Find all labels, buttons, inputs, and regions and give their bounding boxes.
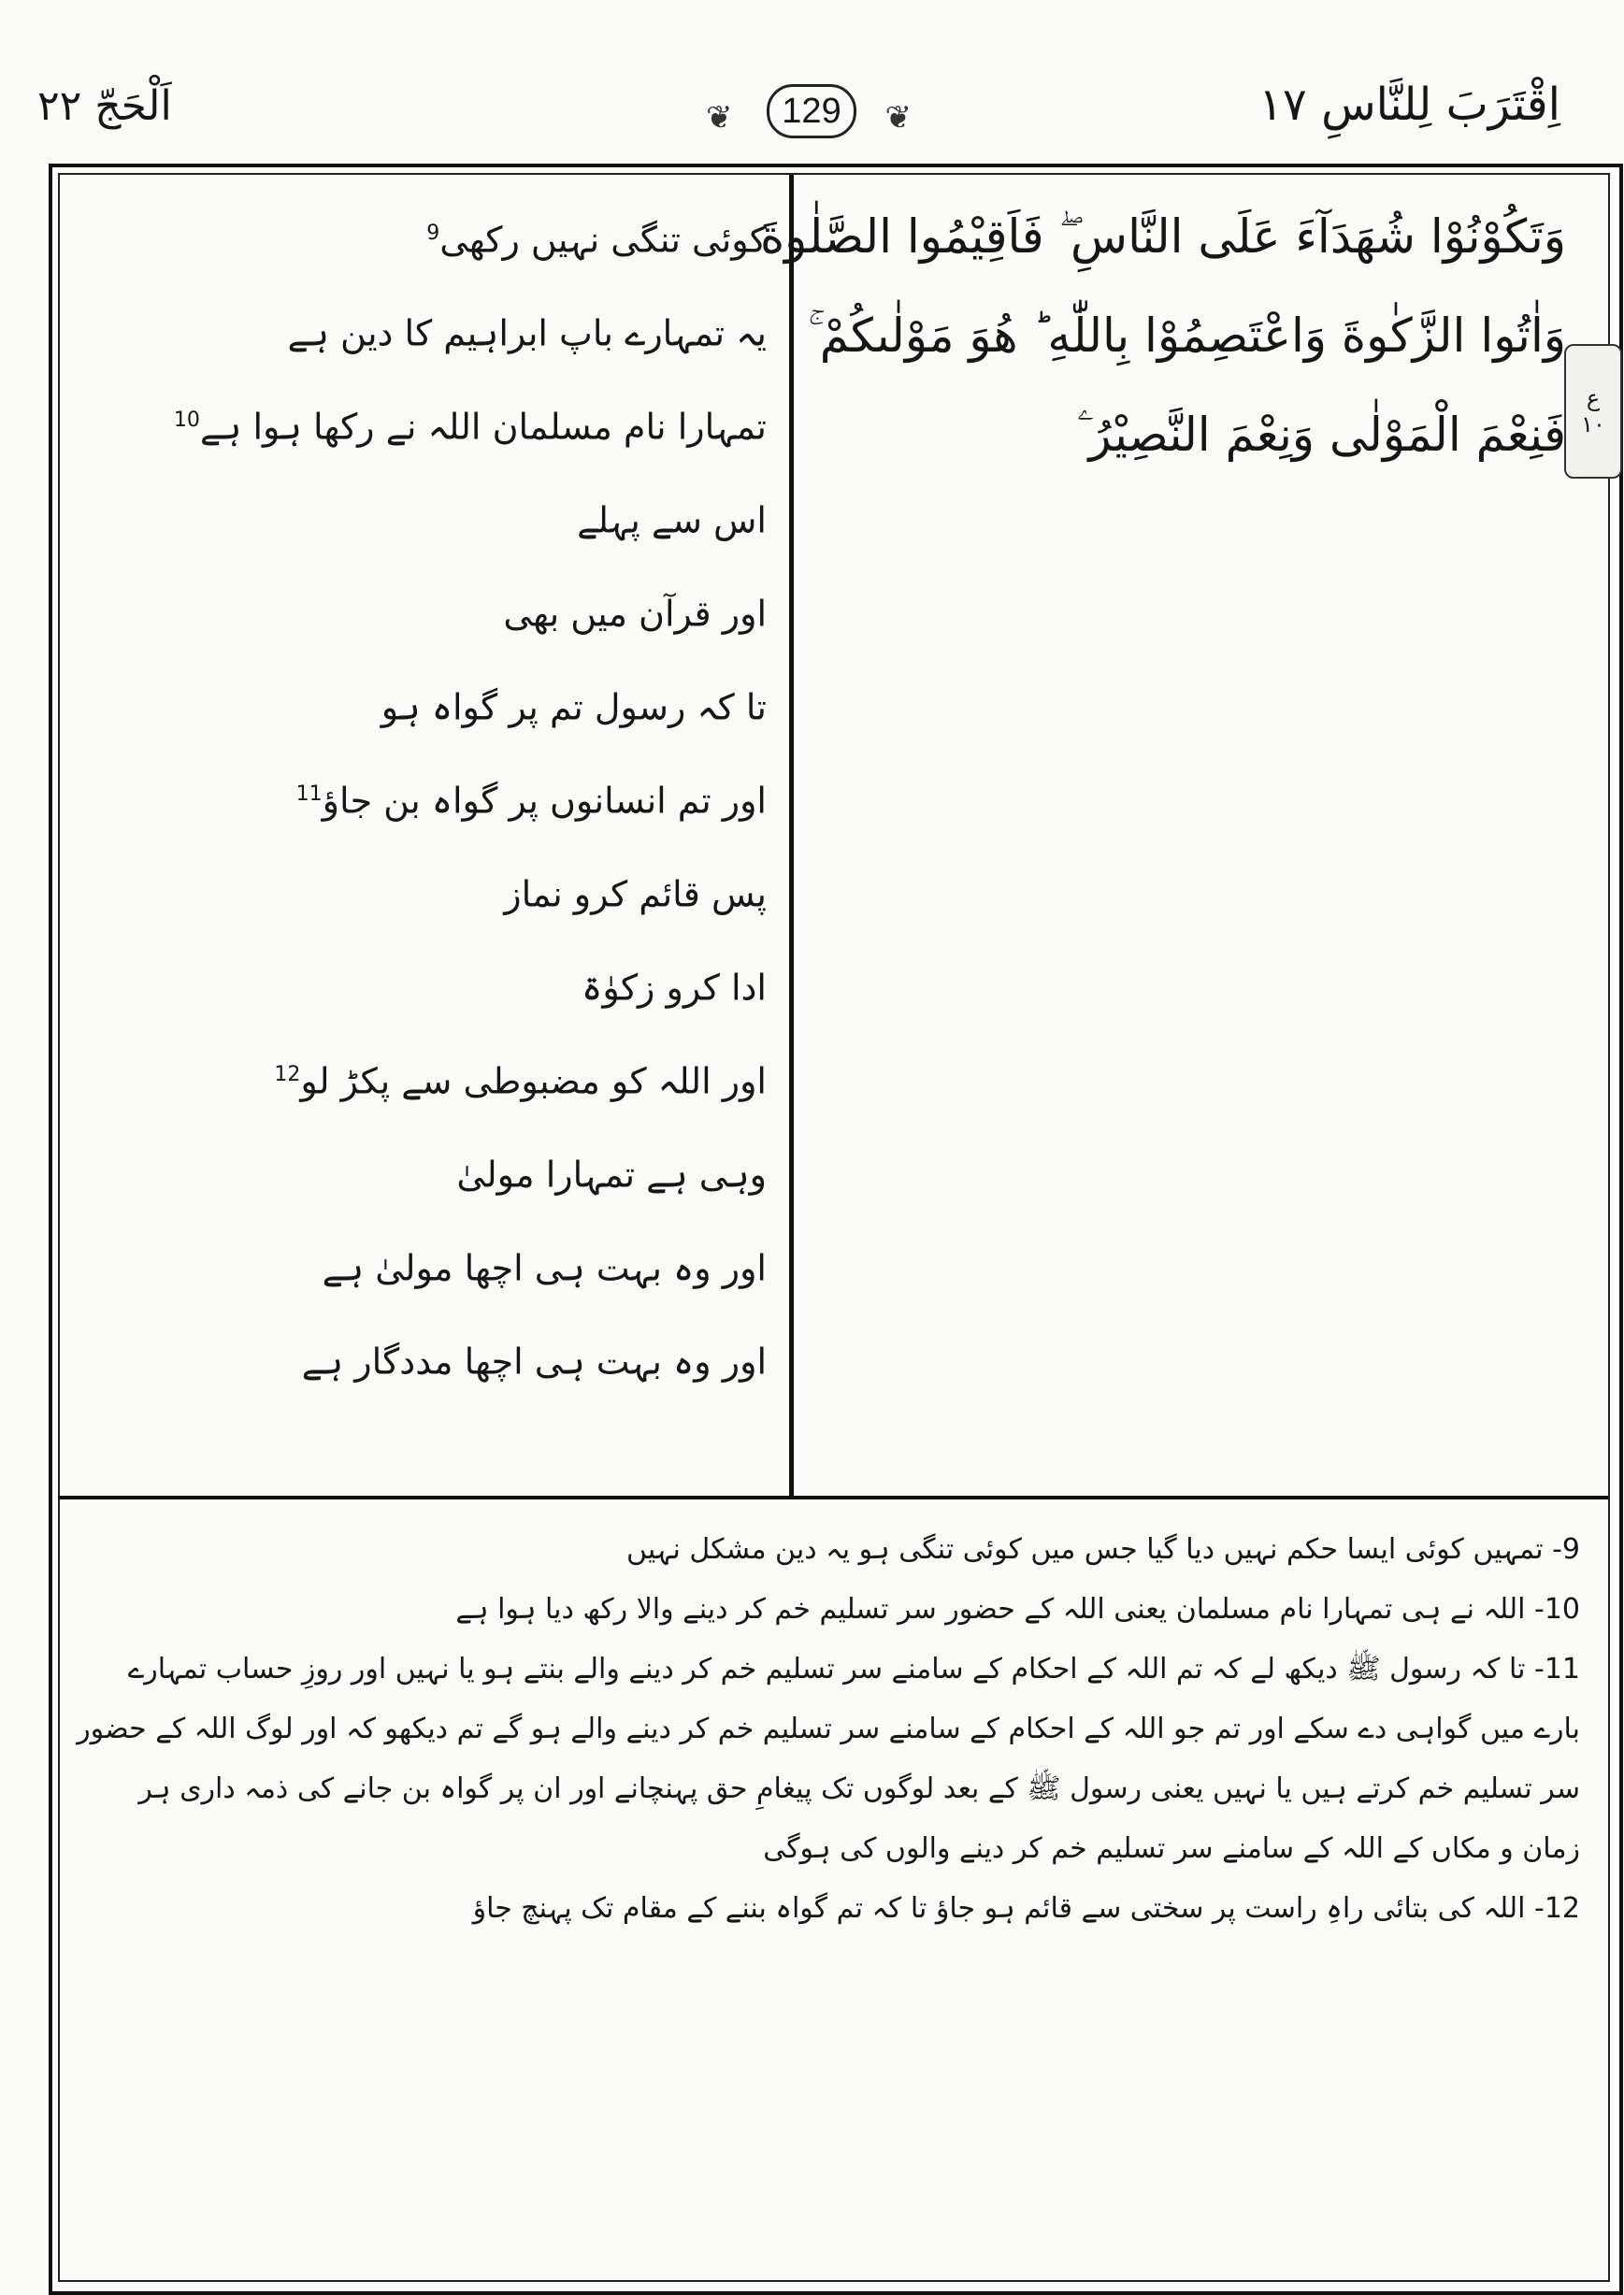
footnote-ref: 11 xyxy=(295,782,323,806)
ruku-marker-icon xyxy=(1564,344,1622,479)
translation-line: اور قرآن میں بھی xyxy=(503,593,767,635)
urdu-translation-column xyxy=(75,187,767,1402)
translation-line: اور وہ بہت ہی اچھا مددگار ہے xyxy=(301,1341,767,1383)
arabic-verse-column xyxy=(759,187,1566,484)
footnote-ref: 10 xyxy=(173,409,200,432)
translation-line: اور اللہ کو مضبوطی سے پکڑ لو$^{12}$ xyxy=(274,1060,767,1102)
footnote: 9- تمہیں کوئی ایسا حکم نہیں دیا گیا جس میں کوئی تنگی ہو یہ دین مشکل نہیں xyxy=(626,1533,1580,1566)
footnote: 11- تا کہ رسول ﷺ دیکھ لے کہ تم اللہ کے احکام کے سامنے سر تسلیم خم کر دینے والے بنتے ہو یا نہیں اور روزِ حساب تمہارے بارے میں گواہی دے سکے اور تم جو اللہ کے احکام کے سامنے سر تسلیم خم کر دینے والے ہو گے تم دیکھو کہ اور لوگ اللہ کے حضور سر تسلیم خم کرتے ہیں یا نہیں یعنی رسول ﷺ کے بعد لوگوں تک پیغامِ حق پہنچانے اور ان پر گواہ بن جانے کی ذمہ داری ہر زمان و مکاں کے اللہ کے سامنے سر تسلیم خم کر دینے والوں کی ہوگی xyxy=(77,1653,1580,1865)
column-divider xyxy=(789,175,794,1498)
ornament-right-icon: ❦ xyxy=(884,99,912,136)
translation-line: یہ تمہارے باپ ابراہیم کا دین ہے xyxy=(287,312,767,354)
footnote: 10- اللہ نے ہی تمہارا نام مسلمان یعنی اللہ کے حضور سر تسلیم خم کر دینے والا رکھ دیا ہوا ہے xyxy=(455,1593,1580,1626)
ruku-marker-bottom: ١٠ xyxy=(1581,411,1605,437)
notes-divider xyxy=(58,1496,1608,1499)
translation-line: وہی ہے تمہارا مولیٰ xyxy=(456,1154,767,1196)
surah-juz-title: اِقْتَرَبَ لِلنَّاسِ ١٧ xyxy=(1258,79,1560,131)
translation-line: تمہارا نام مسلمان اللہ نے رکھا ہوا ہے$^{10}$ xyxy=(173,406,767,448)
ornament-left-icon: ❦ xyxy=(706,99,733,136)
translation-line: اس سے پہلے xyxy=(577,499,767,541)
translation-line: اور تم انسانوں پر گواہ بن جاؤ$^{11}$ xyxy=(295,780,767,822)
surah-name-title: اَلْحَجّ ٢٢ xyxy=(37,82,172,130)
translation-line: پس قائم کرو نماز xyxy=(504,873,767,915)
translation-line: ادا کرو زکوٰۃ xyxy=(582,967,767,1009)
ruku-marker-top: ع xyxy=(1586,385,1601,411)
translation-line: اور وہ بہت ہی اچھا مولیٰ ہے xyxy=(322,1247,767,1289)
footnote: 12- اللہ کی بتائی راہِ راست پر سختی سے قائم ہو جاؤ تا کہ تم گواہ بننے کے مقام تک پہنچ جاؤ xyxy=(472,1892,1580,1925)
footnote-ref: 12 xyxy=(274,1063,301,1086)
translation-line: کوئی تنگی نہیں رکھی$^9$ xyxy=(426,219,767,261)
arabic-verse-line: فَنِعْمَ الْمَوْلٰى وَنِعْمَ النَّصِيْرُ ۧ xyxy=(1076,408,1566,462)
page-number-ornament xyxy=(706,82,912,138)
footnote-ref: 9 xyxy=(426,222,440,245)
page-number: 129 xyxy=(767,84,856,138)
footnotes-section xyxy=(75,1520,1580,1939)
translation-line: تا کہ رسول تم پر گواہ ہو xyxy=(381,686,767,728)
arabic-verse-line: وَتَكُوْنُوْا شُهَدَآءَ عَلَى النَّاسِ ۖ فَاَقِيْمُوا الصَّلٰوةَ xyxy=(759,209,1566,264)
arabic-verse-line: وَاٰتُوا الزَّكٰوةَ وَاعْتَصِمُوْا بِاللّٰهِ ؕ هُوَ مَوْلٰىكُمْ ۚ xyxy=(808,308,1566,363)
